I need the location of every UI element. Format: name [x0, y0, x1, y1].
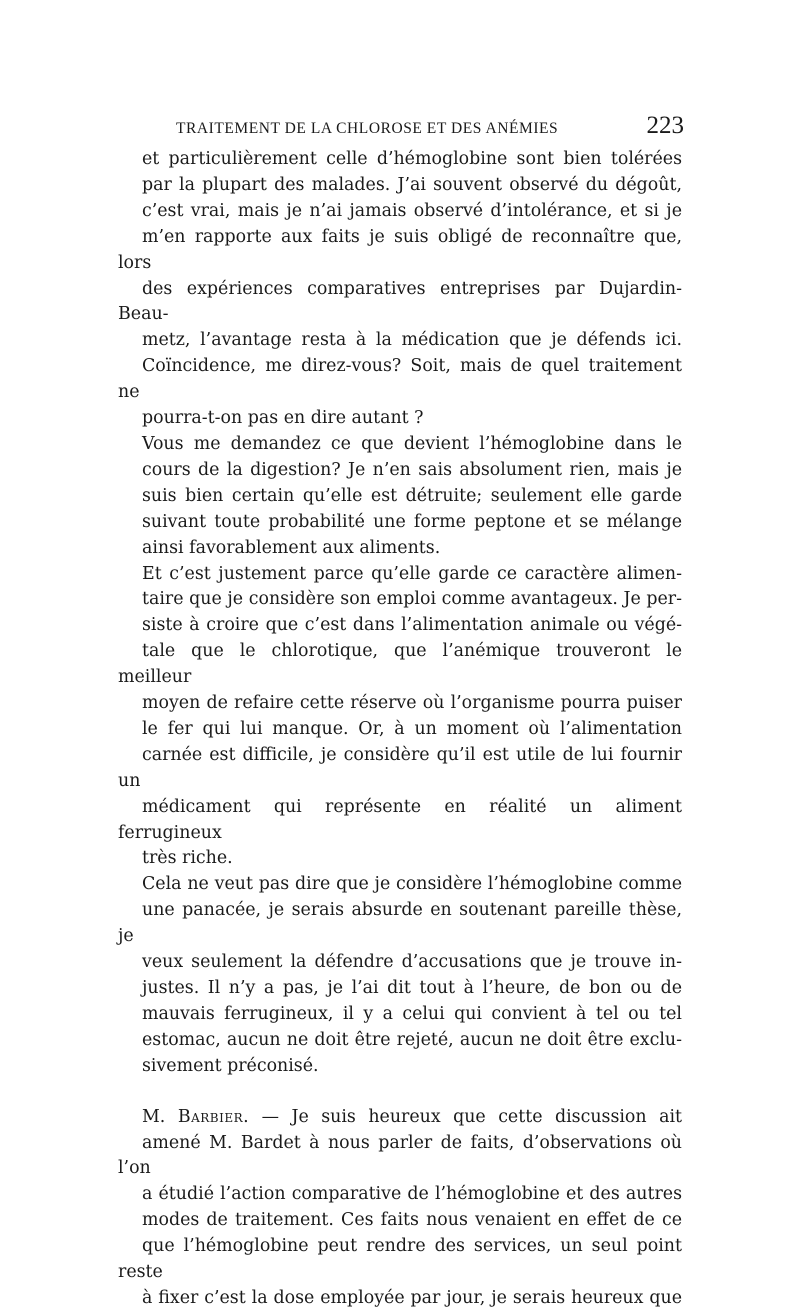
text-line: médicament qui représente en réalité un aliment ferrugineux — [118, 796, 682, 843]
text-line: suis bien certain qu’elle est détruite; seulement elle garde — [142, 485, 682, 506]
text-line: carnée est difficile, je considère qu’il est utile de lui fournir un — [118, 744, 682, 791]
text-line: et particulièrement celle d’hémoglobine sont bien tolérées — [142, 149, 682, 169]
text-line: a étudié l’action comparative de l’hémoglobine et des autres — [142, 1184, 682, 1205]
text-line: le fer qui lui manque. Or, à un moment où l’alimentation — [142, 718, 682, 739]
speech-first-line — [118, 1105, 682, 1131]
text-line: à fixer c’est la dose employée par jour, je serais heureux que — [142, 1287, 682, 1308]
paragraph-1 — [118, 147, 682, 432]
speaker-name: Barbier. — [177, 1106, 250, 1127]
text-line: une panacée, je serais absurde en soutenant pareille thèse, je — [118, 900, 682, 947]
text-line: estomac, aucun ne doit être rejeté, aucun ne doit être exclu- — [142, 1029, 682, 1050]
text-line: par la plupart des malades. J’ai souvent observé du dégoût, — [142, 174, 682, 195]
text-line: que l’hémoglobine peut rendre des services, un seul point reste — [118, 1236, 682, 1283]
running-head — [176, 112, 684, 144]
speech-paragraph — [118, 1105, 682, 1312]
text-line: Cela ne veut pas dire que je considère l’hémoglobine comme — [142, 874, 682, 895]
text-line: Coïncidence, me direz-vous? Soit, mais de quel traitement ne — [118, 356, 682, 403]
page-number: 223 — [646, 112, 684, 139]
text-line: moyen de refaire cette réserve où l’organisme pourra puiser — [142, 693, 682, 714]
paragraph-2 — [118, 432, 682, 562]
text-line: justes. Il n’y a pas, je l’ai dit tout à l’heure, de bon ou de — [142, 978, 682, 998]
text-line: suivant toute probabilité une forme peptone et se mélange — [142, 511, 682, 532]
text-line: tale que le chlorotique, que l’anémique trouveront le meilleur — [118, 641, 682, 688]
text-line: pourra-t-on pas en dire autant ? — [142, 408, 424, 429]
text-line: Vous me demandez ce que devient l’hémoglobine dans le — [142, 433, 682, 454]
speech-text: — Je suis heureux que cette discussion ait — [249, 1106, 682, 1127]
text-line: mauvais ferrugineux, il y a celui qui convient à tel ou tel — [142, 1003, 682, 1024]
speaker-prefix: M. — [142, 1106, 178, 1127]
paragraph-4 — [118, 872, 682, 1079]
text-line: taire que je considère son emploi comme avantageux. Je per- — [142, 589, 682, 610]
text-line: des expériences comparatives entreprises par Dujardin-Beau- — [118, 278, 682, 325]
body-text — [118, 147, 682, 1312]
running-title: TRAITEMENT DE LA CHLOROSE ET DES ANÉMIES — [176, 120, 559, 137]
text-line: très riche. — [142, 848, 233, 869]
text-line: ainsi favorablement aux aliments. — [142, 537, 441, 558]
paragraph-3 — [118, 562, 682, 873]
text-line: siste à croire que c’est dans l’alimentation animale ou végé- — [142, 615, 682, 636]
text-line: veux seulement la défendre d’accusations que je trouve in- — [142, 952, 682, 973]
text-line: metz, l’avantage resta à la médication que je défends ici. — [142, 330, 682, 351]
text-line: cours de la digestion? Je n’en sais absolument rien, mais je — [142, 459, 682, 480]
text-line: Et c’est justement parce qu’elle garde ce caractère alimen- — [142, 563, 682, 584]
text-line: modes de traitement. Ces faits nous venaient en effet de ce — [142, 1210, 682, 1231]
text-line: c’est vrai, mais je n’ai jamais observé d’intolérance, et si je — [142, 200, 682, 221]
text-line: m’en rapporte aux faits je suis obligé de reconnaître que, lors — [118, 226, 682, 273]
text-line: sivement préconisé. — [142, 1055, 319, 1076]
text-line: amené M. Bardet à nous parler de faits, d’observations où l’on — [118, 1132, 682, 1179]
